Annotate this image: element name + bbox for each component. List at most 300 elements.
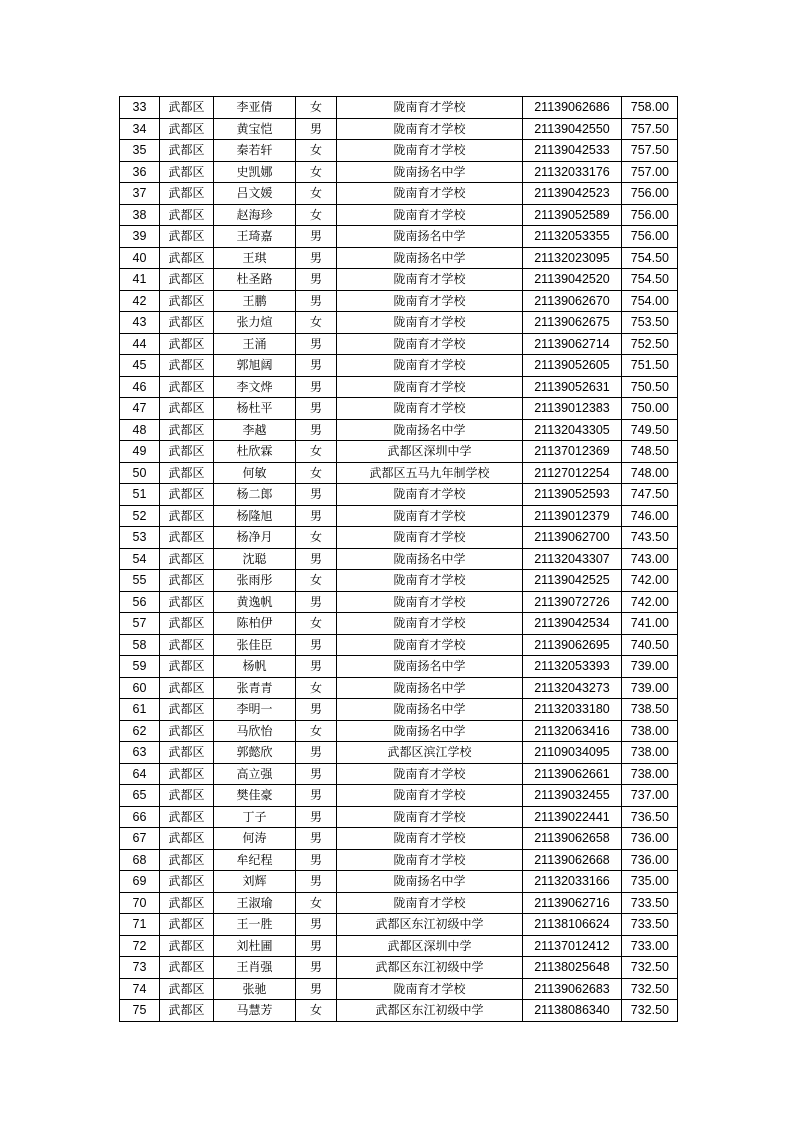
rank-cell: 39 [120, 226, 160, 248]
exam-id-cell: 21139052593 [523, 484, 622, 506]
score-cell: 756.00 [622, 183, 678, 205]
score-cell: 757.50 [622, 140, 678, 162]
rank-cell: 71 [120, 914, 160, 936]
score-cell: 739.00 [622, 677, 678, 699]
rank-cell: 66 [120, 806, 160, 828]
student-name-cell: 陈柏伊 [214, 613, 296, 635]
table-row [120, 978, 678, 1000]
district-cell: 武都区 [160, 699, 214, 721]
exam-id-cell: 21139052631 [523, 376, 622, 398]
rank-cell: 62 [120, 720, 160, 742]
gender-cell: 女 [296, 613, 337, 635]
school-cell: 陇南扬名中学 [337, 161, 523, 183]
gender-cell: 女 [296, 1000, 337, 1022]
score-cell: 739.00 [622, 656, 678, 678]
rank-cell: 48 [120, 419, 160, 441]
district-cell: 武都区 [160, 591, 214, 613]
exam-id-cell: 21138086340 [523, 1000, 622, 1022]
table-row [120, 204, 678, 226]
table-row [120, 527, 678, 549]
school-cell: 陇南育才学校 [337, 118, 523, 140]
rank-cell: 64 [120, 763, 160, 785]
district-cell: 武都区 [160, 763, 214, 785]
student-name-cell: 黄宝恺 [214, 118, 296, 140]
district-cell: 武都区 [160, 140, 214, 162]
score-cell: 756.00 [622, 204, 678, 226]
gender-cell: 女 [296, 527, 337, 549]
student-name-cell: 张力煊 [214, 312, 296, 334]
district-cell: 武都区 [160, 161, 214, 183]
exam-id-cell: 21137012412 [523, 935, 622, 957]
gender-cell: 男 [296, 419, 337, 441]
score-cell: 735.00 [622, 871, 678, 893]
gender-cell: 男 [296, 226, 337, 248]
gender-cell: 男 [296, 398, 337, 420]
school-cell: 陇南扬名中学 [337, 548, 523, 570]
table-row [120, 484, 678, 506]
student-name-cell: 丁子 [214, 806, 296, 828]
score-cell: 758.00 [622, 97, 678, 119]
rank-cell: 38 [120, 204, 160, 226]
gender-cell: 女 [296, 140, 337, 162]
rank-cell: 63 [120, 742, 160, 764]
score-cell: 742.00 [622, 570, 678, 592]
rank-cell: 72 [120, 935, 160, 957]
exam-id-cell: 21139052605 [523, 355, 622, 377]
district-cell: 武都区 [160, 355, 214, 377]
table-row [120, 118, 678, 140]
rank-cell: 65 [120, 785, 160, 807]
gender-cell: 男 [296, 785, 337, 807]
table-row [120, 656, 678, 678]
district-cell: 武都区 [160, 398, 214, 420]
score-cell: 733.50 [622, 914, 678, 936]
table-row [120, 914, 678, 936]
student-name-cell: 李越 [214, 419, 296, 441]
table-row [120, 161, 678, 183]
gender-cell: 女 [296, 161, 337, 183]
gender-cell: 女 [296, 570, 337, 592]
exam-id-cell: 21132043307 [523, 548, 622, 570]
school-cell: 陇南育才学校 [337, 978, 523, 1000]
district-cell: 武都区 [160, 892, 214, 914]
district-cell: 武都区 [160, 656, 214, 678]
exam-id-cell: 21132063416 [523, 720, 622, 742]
student-name-cell: 吕文媛 [214, 183, 296, 205]
rank-cell: 47 [120, 398, 160, 420]
district-cell: 武都区 [160, 613, 214, 635]
table-row [120, 720, 678, 742]
score-cell: 742.00 [622, 591, 678, 613]
score-cell: 754.50 [622, 269, 678, 291]
score-cell: 743.00 [622, 548, 678, 570]
score-cell: 740.50 [622, 634, 678, 656]
exam-id-cell: 21132033176 [523, 161, 622, 183]
exam-id-cell: 21139062683 [523, 978, 622, 1000]
table-row [120, 849, 678, 871]
school-cell: 武都区东江初级中学 [337, 914, 523, 936]
school-cell: 陇南育才学校 [337, 763, 523, 785]
district-cell: 武都区 [160, 806, 214, 828]
score-cell: 737.00 [622, 785, 678, 807]
score-cell: 748.50 [622, 441, 678, 463]
district-cell: 武都区 [160, 333, 214, 355]
student-name-cell: 郭旭阔 [214, 355, 296, 377]
score-cell: 747.50 [622, 484, 678, 506]
table-row [120, 935, 678, 957]
district-cell: 武都区 [160, 742, 214, 764]
exam-id-cell: 21139062714 [523, 333, 622, 355]
table-row [120, 140, 678, 162]
rank-cell: 46 [120, 376, 160, 398]
school-cell: 陇南育才学校 [337, 290, 523, 312]
gender-cell: 女 [296, 892, 337, 914]
school-cell: 武都区深圳中学 [337, 441, 523, 463]
student-name-cell: 刘杜圃 [214, 935, 296, 957]
school-cell: 陇南育才学校 [337, 97, 523, 119]
district-cell: 武都区 [160, 118, 214, 140]
score-table-body [120, 97, 678, 1022]
table-row [120, 677, 678, 699]
rank-cell: 36 [120, 161, 160, 183]
district-cell: 武都区 [160, 505, 214, 527]
school-cell: 陇南育才学校 [337, 376, 523, 398]
table-row [120, 462, 678, 484]
rank-cell: 56 [120, 591, 160, 613]
score-cell: 750.50 [622, 376, 678, 398]
rank-cell: 67 [120, 828, 160, 850]
student-name-cell: 杜欣霖 [214, 441, 296, 463]
rank-cell: 44 [120, 333, 160, 355]
score-cell: 746.00 [622, 505, 678, 527]
exam-id-cell: 21139022441 [523, 806, 622, 828]
rank-cell: 73 [120, 957, 160, 979]
district-cell: 武都区 [160, 957, 214, 979]
exam-id-cell: 21137012369 [523, 441, 622, 463]
table-row [120, 419, 678, 441]
district-cell: 武都区 [160, 548, 214, 570]
district-cell: 武都区 [160, 462, 214, 484]
gender-cell: 男 [296, 742, 337, 764]
district-cell: 武都区 [160, 978, 214, 1000]
table-row [120, 247, 678, 269]
rank-cell: 43 [120, 312, 160, 334]
student-name-cell: 张雨彤 [214, 570, 296, 592]
student-name-cell: 杨净月 [214, 527, 296, 549]
exam-id-cell: 21139042550 [523, 118, 622, 140]
exam-id-cell: 21139042520 [523, 269, 622, 291]
exam-id-cell: 21132033180 [523, 699, 622, 721]
student-name-cell: 何涛 [214, 828, 296, 850]
district-cell: 武都区 [160, 97, 214, 119]
district-cell: 武都区 [160, 677, 214, 699]
school-cell: 陇南扬名中学 [337, 419, 523, 441]
rank-cell: 37 [120, 183, 160, 205]
table-row [120, 806, 678, 828]
exam-id-cell: 21139052589 [523, 204, 622, 226]
exam-id-cell: 21139012383 [523, 398, 622, 420]
score-cell: 736.50 [622, 806, 678, 828]
district-cell: 武都区 [160, 935, 214, 957]
exam-id-cell: 21139062686 [523, 97, 622, 119]
exam-id-cell: 21139062670 [523, 290, 622, 312]
score-cell: 732.50 [622, 1000, 678, 1022]
gender-cell: 女 [296, 204, 337, 226]
school-cell: 陇南育才学校 [337, 591, 523, 613]
student-name-cell: 马欣怡 [214, 720, 296, 742]
school-cell: 陇南育才学校 [337, 183, 523, 205]
exam-id-cell: 21138025648 [523, 957, 622, 979]
rank-cell: 53 [120, 527, 160, 549]
school-cell: 陇南育才学校 [337, 140, 523, 162]
table-row [120, 333, 678, 355]
student-name-cell: 杨隆旭 [214, 505, 296, 527]
exam-id-cell: 21139042523 [523, 183, 622, 205]
exam-id-cell: 21139042525 [523, 570, 622, 592]
rank-cell: 70 [120, 892, 160, 914]
rank-cell: 49 [120, 441, 160, 463]
score-cell: 753.50 [622, 312, 678, 334]
table-row [120, 570, 678, 592]
score-cell: 748.00 [622, 462, 678, 484]
exam-id-cell: 21139032455 [523, 785, 622, 807]
school-cell: 陇南扬名中学 [337, 677, 523, 699]
score-cell: 733.00 [622, 935, 678, 957]
table-row [120, 785, 678, 807]
district-cell: 武都区 [160, 441, 214, 463]
school-cell: 陇南育才学校 [337, 570, 523, 592]
rank-cell: 50 [120, 462, 160, 484]
gender-cell: 男 [296, 355, 337, 377]
table-row [120, 398, 678, 420]
gender-cell: 男 [296, 914, 337, 936]
score-cell: 738.00 [622, 763, 678, 785]
score-cell: 733.50 [622, 892, 678, 914]
rank-cell: 34 [120, 118, 160, 140]
exam-id-cell: 21139062668 [523, 849, 622, 871]
school-cell: 陇南扬名中学 [337, 871, 523, 893]
exam-id-cell: 21139062700 [523, 527, 622, 549]
table-row [120, 269, 678, 291]
school-cell: 陇南育才学校 [337, 634, 523, 656]
rank-cell: 60 [120, 677, 160, 699]
score-cell: 756.00 [622, 226, 678, 248]
score-cell: 751.50 [622, 355, 678, 377]
gender-cell: 男 [296, 871, 337, 893]
exam-id-cell: 21109034095 [523, 742, 622, 764]
school-cell: 武都区东江初级中学 [337, 1000, 523, 1022]
school-cell: 武都区深圳中学 [337, 935, 523, 957]
student-name-cell: 张驰 [214, 978, 296, 1000]
gender-cell: 女 [296, 183, 337, 205]
exam-id-cell: 21139062695 [523, 634, 622, 656]
table-row [120, 892, 678, 914]
student-name-cell: 王淑瑜 [214, 892, 296, 914]
school-cell: 陇南育才学校 [337, 785, 523, 807]
score-cell: 757.00 [622, 161, 678, 183]
score-cell: 752.50 [622, 333, 678, 355]
student-name-cell: 高立强 [214, 763, 296, 785]
school-cell: 武都区东江初级中学 [337, 957, 523, 979]
exam-id-cell: 21132043273 [523, 677, 622, 699]
school-cell: 陇南扬名中学 [337, 656, 523, 678]
table-row [120, 97, 678, 119]
school-cell: 陇南育才学校 [337, 333, 523, 355]
exam-id-cell: 21139012379 [523, 505, 622, 527]
school-cell: 陇南育才学校 [337, 398, 523, 420]
gender-cell: 男 [296, 269, 337, 291]
rank-cell: 54 [120, 548, 160, 570]
gender-cell: 男 [296, 957, 337, 979]
student-name-cell: 刘辉 [214, 871, 296, 893]
student-name-cell: 史凯娜 [214, 161, 296, 183]
gender-cell: 男 [296, 656, 337, 678]
district-cell: 武都区 [160, 1000, 214, 1022]
district-cell: 武都区 [160, 419, 214, 441]
student-name-cell: 张佳臣 [214, 634, 296, 656]
score-cell: 750.00 [622, 398, 678, 420]
table-row [120, 828, 678, 850]
school-cell: 陇南育才学校 [337, 204, 523, 226]
school-cell: 陇南育才学校 [337, 505, 523, 527]
table-row [120, 548, 678, 570]
school-cell: 陇南育才学校 [337, 527, 523, 549]
gender-cell: 男 [296, 376, 337, 398]
gender-cell: 男 [296, 118, 337, 140]
rank-cell: 69 [120, 871, 160, 893]
table-row [120, 957, 678, 979]
exam-id-cell: 21139062716 [523, 892, 622, 914]
gender-cell: 女 [296, 441, 337, 463]
rank-cell: 57 [120, 613, 160, 635]
school-cell: 陇南育才学校 [337, 484, 523, 506]
school-cell: 陇南育才学校 [337, 892, 523, 914]
rank-cell: 75 [120, 1000, 160, 1022]
table-row [120, 376, 678, 398]
student-name-cell: 郭懿欣 [214, 742, 296, 764]
rank-cell: 41 [120, 269, 160, 291]
gender-cell: 女 [296, 312, 337, 334]
student-name-cell: 王肖强 [214, 957, 296, 979]
table-row [120, 441, 678, 463]
exam-id-cell: 21139062675 [523, 312, 622, 334]
district-cell: 武都区 [160, 484, 214, 506]
table-row [120, 763, 678, 785]
student-name-cell: 王涌 [214, 333, 296, 355]
student-name-cell: 沈聪 [214, 548, 296, 570]
school-cell: 武都区五马九年制学校 [337, 462, 523, 484]
student-name-cell: 何敏 [214, 462, 296, 484]
student-name-cell: 黄逸帆 [214, 591, 296, 613]
gender-cell: 女 [296, 720, 337, 742]
school-cell: 陇南扬名中学 [337, 699, 523, 721]
exam-id-cell: 21127012254 [523, 462, 622, 484]
table-row [120, 183, 678, 205]
rank-cell: 55 [120, 570, 160, 592]
exam-id-cell: 21132043305 [523, 419, 622, 441]
score-cell: 741.00 [622, 613, 678, 635]
district-cell: 武都区 [160, 226, 214, 248]
school-cell: 陇南育才学校 [337, 613, 523, 635]
student-name-cell: 李文烨 [214, 376, 296, 398]
gender-cell: 男 [296, 699, 337, 721]
exam-id-cell: 21132023095 [523, 247, 622, 269]
student-name-cell: 赵海珍 [214, 204, 296, 226]
district-cell: 武都区 [160, 785, 214, 807]
gender-cell: 男 [296, 828, 337, 850]
gender-cell: 男 [296, 247, 337, 269]
gender-cell: 男 [296, 978, 337, 1000]
rank-cell: 52 [120, 505, 160, 527]
rank-cell: 40 [120, 247, 160, 269]
table-row [120, 742, 678, 764]
district-cell: 武都区 [160, 183, 214, 205]
district-cell: 武都区 [160, 290, 214, 312]
gender-cell: 女 [296, 677, 337, 699]
student-name-cell: 王一胜 [214, 914, 296, 936]
district-cell: 武都区 [160, 828, 214, 850]
district-cell: 武都区 [160, 204, 214, 226]
student-name-cell: 王琪 [214, 247, 296, 269]
exam-id-cell: 21139042533 [523, 140, 622, 162]
district-cell: 武都区 [160, 570, 214, 592]
district-cell: 武都区 [160, 312, 214, 334]
score-cell: 754.50 [622, 247, 678, 269]
table-row [120, 1000, 678, 1022]
school-cell: 陇南育才学校 [337, 806, 523, 828]
student-name-cell: 牟纪程 [214, 849, 296, 871]
gender-cell: 男 [296, 505, 337, 527]
table-row [120, 591, 678, 613]
rank-cell: 45 [120, 355, 160, 377]
score-cell: 743.50 [622, 527, 678, 549]
district-cell: 武都区 [160, 914, 214, 936]
exam-id-cell: 21139042534 [523, 613, 622, 635]
gender-cell: 男 [296, 333, 337, 355]
rank-cell: 51 [120, 484, 160, 506]
gender-cell: 男 [296, 634, 337, 656]
score-cell: 757.50 [622, 118, 678, 140]
exam-id-cell: 21139062661 [523, 763, 622, 785]
school-cell: 陇南育才学校 [337, 269, 523, 291]
student-name-cell: 秦若轩 [214, 140, 296, 162]
student-name-cell: 马慧芳 [214, 1000, 296, 1022]
table-row [120, 226, 678, 248]
school-cell: 武都区滨江学校 [337, 742, 523, 764]
exam-id-cell: 21139062658 [523, 828, 622, 850]
rank-cell: 59 [120, 656, 160, 678]
table-row [120, 505, 678, 527]
school-cell: 陇南育才学校 [337, 355, 523, 377]
district-cell: 武都区 [160, 247, 214, 269]
district-cell: 武都区 [160, 720, 214, 742]
table-row [120, 355, 678, 377]
student-name-cell: 李亚倩 [214, 97, 296, 119]
rank-cell: 68 [120, 849, 160, 871]
gender-cell: 男 [296, 849, 337, 871]
table-row [120, 871, 678, 893]
school-cell: 陇南扬名中学 [337, 226, 523, 248]
gender-cell: 男 [296, 548, 337, 570]
student-name-cell: 李明一 [214, 699, 296, 721]
rank-cell: 58 [120, 634, 160, 656]
student-name-cell: 杜圣路 [214, 269, 296, 291]
school-cell: 陇南扬名中学 [337, 720, 523, 742]
student-name-cell: 张青青 [214, 677, 296, 699]
student-name-cell: 樊佳豪 [214, 785, 296, 807]
table-row [120, 613, 678, 635]
rank-cell: 61 [120, 699, 160, 721]
